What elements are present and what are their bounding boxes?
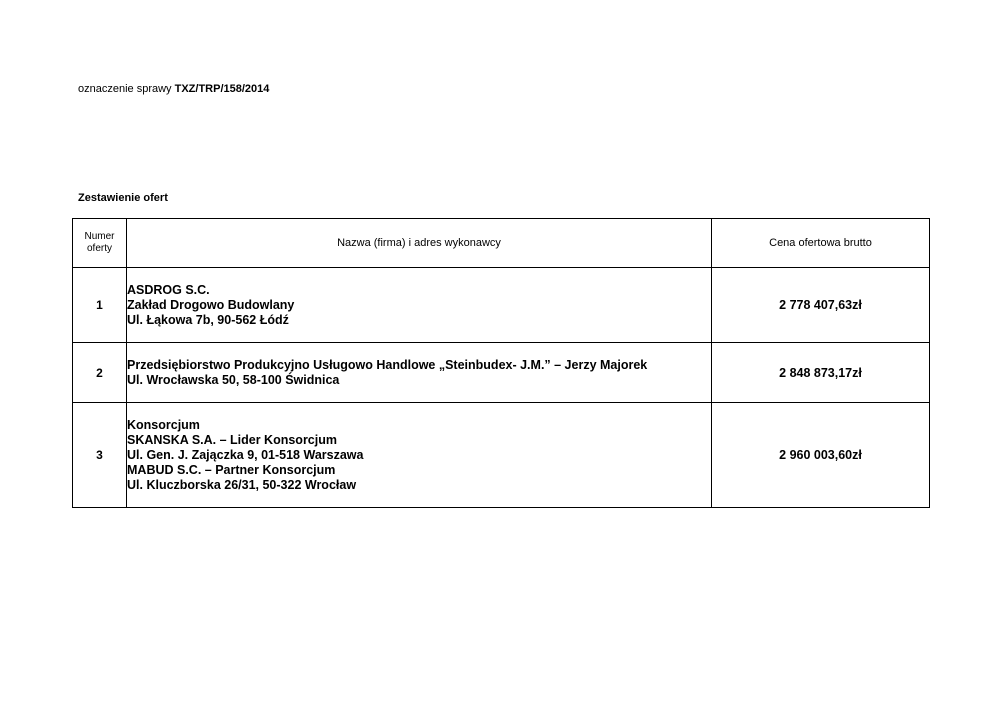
- contractor-line: MABUD S.C. – Partner Konsorcjum: [127, 462, 336, 477]
- contractor-line: Ul. Łąkowa 7b, 90-562 Łódź: [127, 312, 289, 327]
- contractor-cell: [127, 403, 712, 508]
- table-row: [73, 268, 930, 343]
- offer-number: 3: [73, 403, 127, 508]
- offer-price: 2 960 003,60zł: [712, 403, 930, 508]
- contractor-line: Ul. Wrocławska 50, 58-100 Świdnica: [127, 372, 340, 387]
- contractor-line: Zakład Drogowo Budowlany: [127, 297, 295, 312]
- offer-number: 1: [73, 268, 127, 343]
- offer-price: 2 778 407,63zł: [712, 268, 930, 343]
- section-title: Zestawienie ofert: [78, 192, 168, 204]
- contractor-line: Ul. Kluczborska 26/31, 50-322 Wrocław: [127, 477, 357, 492]
- column-header-name: Nazwa (firma) i adres wykonawcy: [127, 219, 712, 268]
- case-label: oznaczenie sprawy: [78, 83, 172, 95]
- contractor-line: Przedsiębiorstwo Produkcyjno Usługowo Handlowe „Steinbudex- J.M.” – Jerzy Majorek: [127, 357, 648, 372]
- table-row: [73, 343, 930, 403]
- contractor-cell: [127, 268, 712, 343]
- column-header-number-line1: Numer: [84, 231, 115, 242]
- table-header-row: [73, 219, 930, 268]
- case-number: TXZ/TRP/158/2014: [174, 83, 270, 95]
- contractor-line: SKANSKA S.A. – Lider Konsorcjum: [127, 432, 337, 447]
- column-header-price: Cena ofertowa brutto: [712, 219, 930, 268]
- offer-number: 2: [73, 343, 127, 403]
- column-header-number-line2: oferty: [86, 243, 112, 254]
- table-row: [73, 403, 930, 508]
- case-reference: [78, 83, 269, 95]
- offers-table: [72, 218, 930, 508]
- contractor-line: Ul. Gen. J. Zajączka 9, 01-518 Warszawa: [127, 447, 364, 462]
- contractor-line: ASDROG S.C.: [127, 282, 210, 297]
- contractor-line: Konsorcjum: [127, 417, 200, 432]
- contractor-cell: [127, 343, 712, 403]
- offer-price: 2 848 873,17zł: [712, 343, 930, 403]
- column-header-number: [73, 219, 127, 268]
